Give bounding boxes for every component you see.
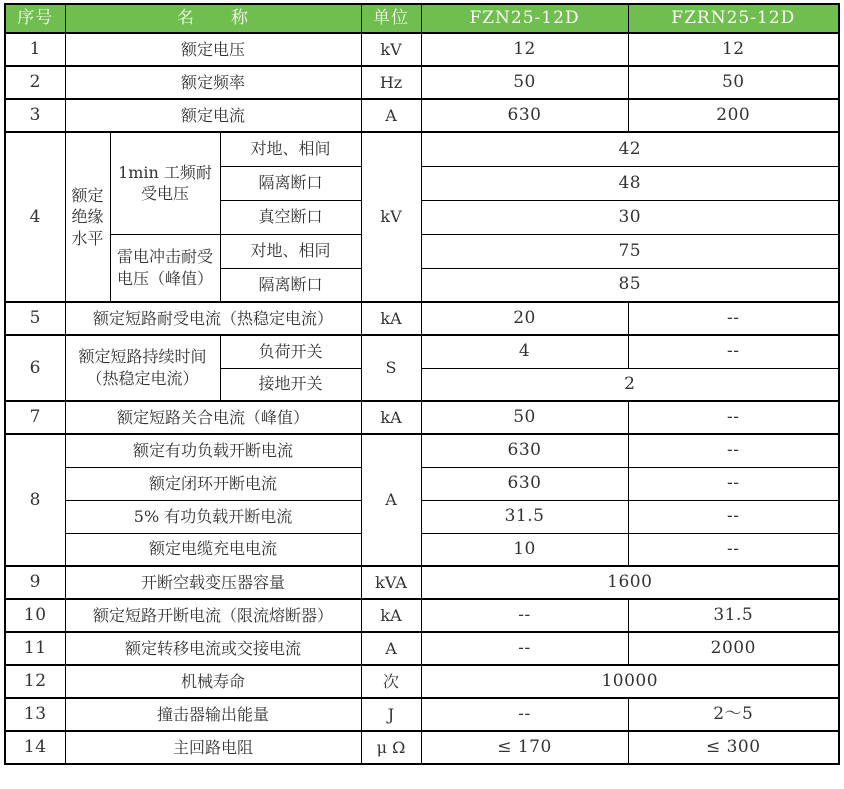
seq-cell: 10 [5, 599, 65, 632]
unit-cell: kV [361, 33, 421, 66]
table-row [5, 467, 839, 500]
unit-cell: kA [361, 401, 421, 434]
sub-name-cell: 对地、相间 [220, 132, 361, 166]
value-cell-model2: 2000 [628, 632, 839, 665]
name-cell: 额定短路关合电流（峰值） [65, 401, 361, 434]
sub-name-cell: 负荷开关 [220, 335, 361, 368]
value-cell-model2: 50 [628, 66, 839, 99]
value-cell-model1: -- [421, 599, 628, 632]
sub-name-cell: 隔离断口 [220, 166, 361, 200]
seq-cell: 9 [5, 566, 65, 599]
seq-cell: 3 [5, 99, 65, 132]
value-cell-model2: -- [628, 434, 839, 467]
group-label-cell: 额定绝缘水平 [65, 132, 110, 302]
value-cell-model1: 20 [421, 302, 628, 335]
value-cell-model2: -- [628, 302, 839, 335]
unit-cell: kA [361, 302, 421, 335]
table-row [5, 99, 839, 132]
sub-label-cell: 雷电冲击耐受电压（峰值） [110, 234, 220, 302]
table-row [5, 632, 839, 665]
seq-cell: 4 [5, 132, 65, 302]
table-row [5, 599, 839, 632]
value-cell-model2: ≤ 300 [628, 731, 839, 764]
name-cell: 额定电压 [65, 33, 361, 66]
unit-cell: kVA [361, 566, 421, 599]
name-cell: 额定电缆充电电流 [65, 533, 361, 566]
value-cell-model1: 630 [421, 99, 628, 132]
unit-cell: A [361, 632, 421, 665]
table-row [5, 234, 839, 268]
seq-cell: 1 [5, 33, 65, 66]
value-cell-model1: 50 [421, 401, 628, 434]
value-cell-model1: 10 [421, 533, 628, 566]
table-row [5, 434, 839, 467]
value-cell-model2: 31.5 [628, 599, 839, 632]
name-cell: 额定电流 [65, 99, 361, 132]
table-row [5, 698, 839, 731]
value-cell-model1: -- [421, 632, 628, 665]
header-unit: 单位 [361, 4, 421, 33]
table-row [5, 302, 839, 335]
value-cell-model1: 31.5 [421, 500, 628, 533]
value-cell-merged: 30 [421, 200, 839, 234]
value-cell-model2: 12 [628, 33, 839, 66]
name-cell: 额定闭环开断电流 [65, 467, 361, 500]
value-cell-merged: 10000 [421, 665, 839, 698]
value-cell-model1: 4 [421, 335, 628, 368]
value-cell-model1: ≤ 170 [421, 731, 628, 764]
unit-cell: J [361, 698, 421, 731]
value-cell-merged: 42 [421, 132, 839, 166]
unit-cell: μ Ω [361, 731, 421, 764]
header-model2: FZRN25-12D [628, 4, 839, 33]
value-cell-model1: 630 [421, 467, 628, 500]
value-cell-model2: -- [628, 467, 839, 500]
name-cell: 开断空载变压器容量 [65, 566, 361, 599]
value-cell-merged: 2 [421, 368, 839, 401]
value-cell-merged: 75 [421, 234, 839, 268]
sub-name-cell: 接地开关 [220, 368, 361, 401]
value-cell-model2: 200 [628, 99, 839, 132]
name-cell: 额定转移电流或交接电流 [65, 632, 361, 665]
unit-cell: 次 [361, 665, 421, 698]
header-name: 名 称 [65, 4, 361, 33]
unit-cell: Hz [361, 66, 421, 99]
value-cell-model1: 630 [421, 434, 628, 467]
seq-cell: 13 [5, 698, 65, 731]
seq-cell: 7 [5, 401, 65, 434]
table-row [5, 533, 839, 566]
name-cell: 额定短路耐受电流（热稳定电流） [65, 302, 361, 335]
value-cell-model2: -- [628, 401, 839, 434]
table-row [5, 66, 839, 99]
value-cell-merged: 48 [421, 166, 839, 200]
unit-cell: A [361, 434, 421, 566]
value-cell-model1: 12 [421, 33, 628, 66]
seq-cell: 5 [5, 302, 65, 335]
unit-cell: A [361, 99, 421, 132]
sub-name-cell: 对地、相同 [220, 234, 361, 268]
unit-cell: kA [361, 599, 421, 632]
value-cell-model1: -- [421, 698, 628, 731]
seq-cell: 14 [5, 731, 65, 764]
header-seq: 序号 [5, 4, 65, 33]
table-row [5, 500, 839, 533]
seq-cell: 11 [5, 632, 65, 665]
table-row [5, 132, 839, 166]
table-row [5, 665, 839, 698]
name-cell: 额定短路持续时间（热稳定电流） [65, 335, 220, 401]
value-cell-merged: 85 [421, 268, 839, 302]
table-row [5, 401, 839, 434]
name-cell: 撞击器输出能量 [65, 698, 361, 731]
seq-cell: 12 [5, 665, 65, 698]
value-cell-model2: -- [628, 533, 839, 566]
header-row [5, 4, 839, 33]
unit-cell: S [361, 335, 421, 401]
name-cell: 额定频率 [65, 66, 361, 99]
sub-name-cell: 隔离断口 [220, 268, 361, 302]
name-cell: 机械寿命 [65, 665, 361, 698]
value-cell-model2: -- [628, 335, 839, 368]
table-row [5, 33, 839, 66]
sub-label-cell: 1min 工频耐受电压 [110, 132, 220, 234]
value-cell-model1: 50 [421, 66, 628, 99]
value-cell-model2: 2～5 [628, 698, 839, 731]
value-cell-merged: 1600 [421, 566, 839, 599]
table-row [5, 731, 839, 764]
header-model1: FZN25-12D [421, 4, 628, 33]
table-row [5, 566, 839, 599]
sub-name-cell: 真空断口 [220, 200, 361, 234]
value-cell-model2: -- [628, 500, 839, 533]
table-row [5, 335, 839, 368]
spec-table [4, 3, 840, 765]
name-cell: 额定短路开断电流（限流熔断器） [65, 599, 361, 632]
name-cell: 主回路电阻 [65, 731, 361, 764]
unit-cell: kV [361, 132, 421, 302]
name-cell: 5% 有功负载开断电流 [65, 500, 361, 533]
name-cell: 额定有功负载开断电流 [65, 434, 361, 467]
seq-cell: 6 [5, 335, 65, 401]
seq-cell: 8 [5, 434, 65, 566]
seq-cell: 2 [5, 66, 65, 99]
